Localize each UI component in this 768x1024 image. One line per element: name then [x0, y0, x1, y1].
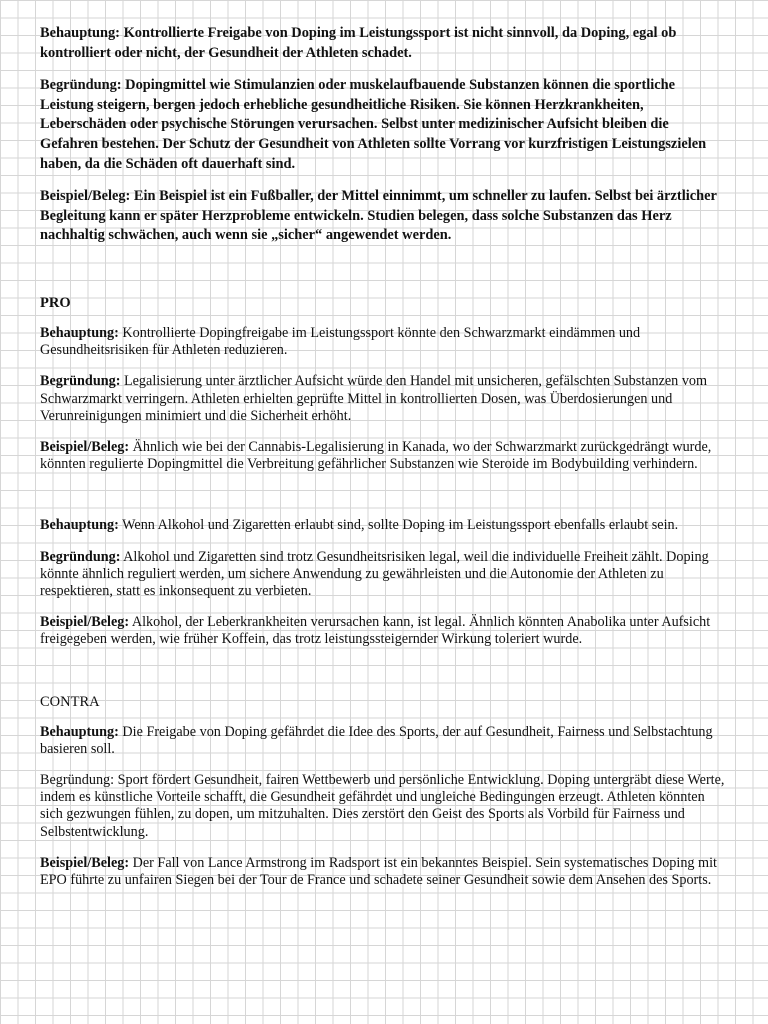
contra-example [40, 855, 728, 889]
reason-text: Legalisierung unter ärztlicher Aufsicht würde den Handel mit unsicheren, gefälschten Substanzen vom Schwarzmarkt verringern. Athleten erhielten geprüfte Mittel in kontrollierten Dosen, was Überdosierungen und Verunreinigungen minimiert und die Sicherheit erhöht. [40, 373, 708, 424]
pro-2-claim [40, 517, 728, 534]
intro-example: Beispiel/Beleg: Ein Beispiel ist ein Fußballer, der Mittel einnimmt, um schneller zu laufen. Selbst bei ärztlicher Begleitung kann er später Herzprobleme entwickeln. Studien belegen, dass solche Substanzen das Herz nachhaltig schwächen, auch wenn sie „sicher“ angewendet werden. [40, 188, 717, 244]
example-text: Alkohol, der Leberkrankheiten verursachen kann, ist legal. Ähnlich könnten Anabolika unter Aufsicht freigegeben werden, wie früher Koffein, das trotz leistungssteigernder Wirkung toleriert wurde. [40, 614, 711, 648]
contra-heading: CONTRA [40, 693, 100, 710]
pro-section [40, 294, 728, 649]
claim-label: Behauptung: [40, 517, 119, 534]
example-text: Ähnlich wie bei der Cannabis-Legalisierung in Kanada, wo der Schwarzmarkt zurückgedrängt wurde, könnten regulierte Dopingmittel die Verbreitung gefährlicher Substanzen wie Steroide im Bodybuilding verhindern. [40, 438, 712, 473]
contra-reason: Begründung: Sport fördert Gesundheit, fairen Wettbewerb und persönliche Entwicklung. Doping untergräbt diese Werte, indem es künstliche Vorteile schafft, die Gesundheit gefährdet und ungleiche Bedingungen erzeugt. Athleten könnten sich gezwungen fühlen, zu dopen, um mitzuhalten. Dies zerstört den Geist des Sports als Vorbild für Fairness und Selbstentwicklung. [40, 771, 725, 840]
pro-1-claim [40, 325, 728, 359]
reason-text: Alkohol und Zigaretten sind trotz Gesundheitsrisiken legal, weil die individuelle Freiheit zählt. Doping könnte ähnlich reguliert werden, um sichere Anwendung zu gewährleisten und die Autonomie der Athleten zu respektieren, statt es inkonsequent zu verbieten. [40, 548, 709, 599]
contra-claim [40, 724, 728, 758]
reason-label: Begründung: [40, 548, 121, 565]
pro-1-reason [40, 373, 728, 425]
pro-2-reason [40, 549, 728, 601]
contra-section [40, 693, 728, 890]
claim-label: Behauptung: [40, 324, 119, 341]
reason-label: Begründung: [40, 373, 121, 390]
intro-section [40, 24, 728, 246]
pro-heading: PRO [40, 294, 71, 311]
claim-text: Wenn Alkohol und Zigaretten erlaubt sind, sollte Doping im Leistungssport ebenfalls erlaubt sein. [118, 517, 679, 534]
example-label: Beispiel/Beleg: [40, 614, 130, 631]
example-label: Beispiel/Beleg: [40, 438, 130, 455]
example-text: Der Fall von Lance Armstrong im Radsport ist ein bekanntes Beispiel. Sein systematisches Doping mit EPO führte zu unfairen Siegen bei der Tour de France und schadete seiner Gesundheit sowie dem Ansehen des Sports. [40, 854, 717, 888]
claim-label: Behauptung: [40, 723, 119, 740]
example-label: Beispiel/Beleg: [40, 854, 130, 871]
claim-text: Die Freigabe von Doping gefährdet die Idee des Sports, der auf Gesundheit, Fairness und Selbstachtung basieren soll. [40, 723, 713, 757]
pro-2-example [40, 614, 728, 648]
intro-claim: Behauptung: Kontrollierte Freigabe von Doping im Leistungssport ist nicht sinnvoll, da Doping, egal ob kontrolliert oder nicht, der Gesundheit der Athleten schadet. [40, 25, 677, 61]
intro-reason: Begründung: Dopingmittel wie Stimulanzien oder muskelaufbauende Substanzen können die sportliche Leistung steigern, bergen jedoch erhebliche gesundheitliche Risiken. Sie können Herzkrankheiten, Leberschäden oder psychische Störungen verursachen. Selbst unter medizinischer Aufsicht bleiben die Gefahren bestehen. Der Schutz der Gesundheit von Athleten sollte Vorrang vor kurzfristigen Leistungszielen haben, da die Schäden oft dauerhaft sind. [40, 77, 707, 172]
pro-1-example [40, 439, 728, 473]
claim-text: Kontrollierte Dopingfreigabe im Leistungssport könnte den Schwarzmarkt eindämmen und Gesundheitsrisiken für Athleten reduzieren. [40, 324, 641, 359]
